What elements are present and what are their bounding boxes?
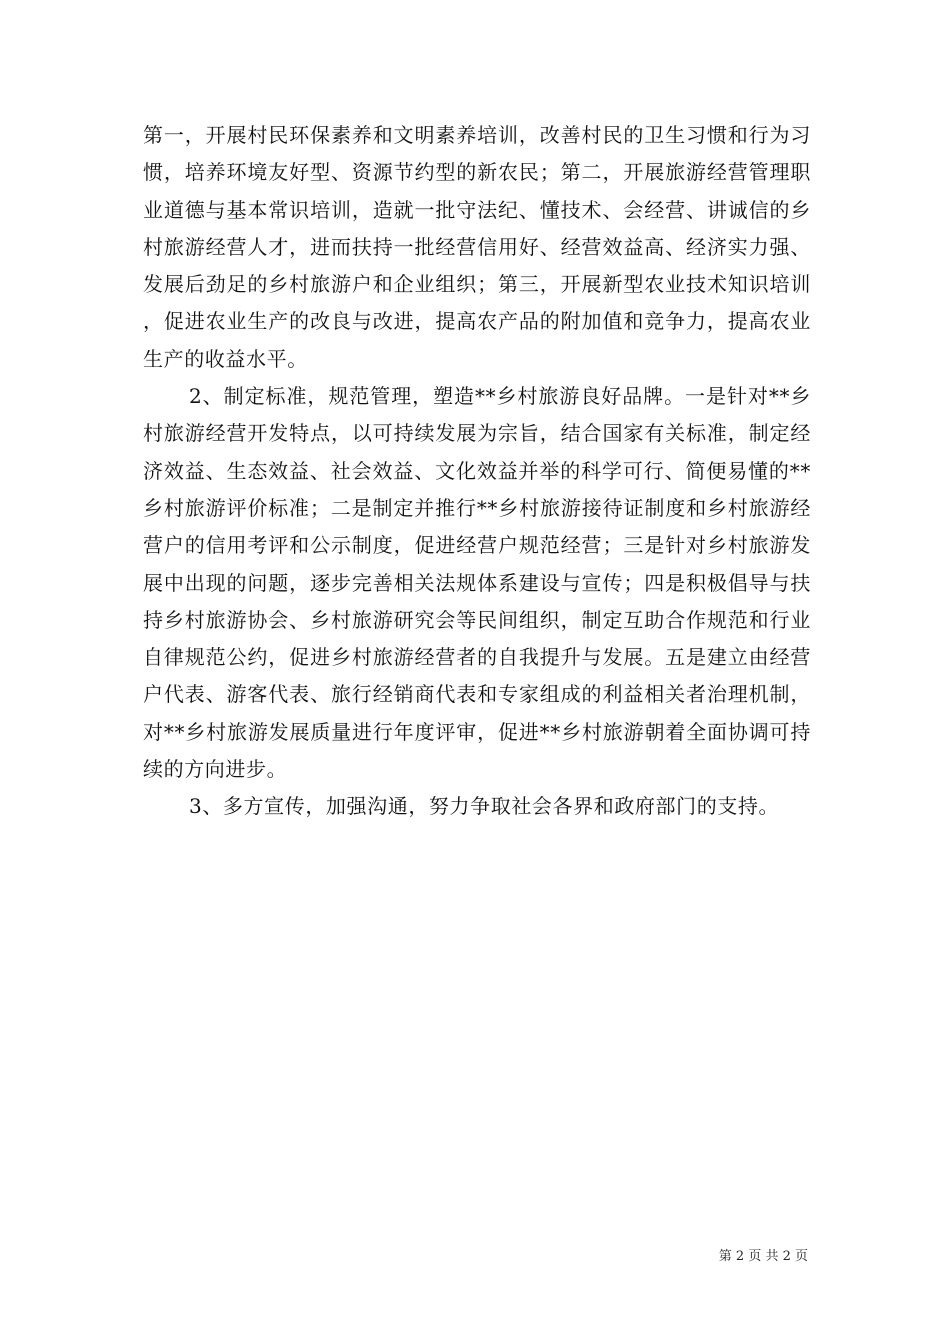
paragraph-training: 第一，开展村民环保素养和文明素养培训，改善村民的卫生习惯和行为习惯，培养环境友好型、资源节约型的新农民；第二，开展旅游经营管理职业道德与基本常识培训，造就一批守法纪、懂技术、会经营、讲诚信的乡村旅游经营人才，进而扶持一批经营信用好、经营效益高、经济实力强、发展后劲足的乡村旅游户和企业组织；第三，开展新型农业技术知识培训，促进农业生产的改良与改进，提高农产品的附加值和竞争力，提高农业生产的收益水平。 [143,123,811,371]
paragraph-standards: 2、制定标准，规范管理，塑造**乡村旅游良好品牌。一是针对**乡村旅游经营开发特点，以可持续发展为宗旨，结合国家有关标准，制定经济效益、生态效益、社会效益、文化效益并举的科学可行、简便易懂的**乡村旅游评价标准；二是制定并推行**乡村旅游接待证制度和乡村旅游经营户的信用考评和公示制度，促进经营户规范经营；三是针对乡村旅游发展中出现的问题，逐步完善相关法规体系建设与宣传；四是积极倡导与扶持乡村旅游协会、乡村旅游研究会等民间组织，制定互助合作规范和行业自律规范公约，促进乡村旅游经营者的自我提升与发展。五是建立由经营户代表、游客代表、旅行经销商代表和专家组成的利益相关者治理机制，对**乡村旅游发展质量进行年度评审，促进**乡村旅游朝着全面协调可持续的方向进步。 [143,384,811,782]
page-number-footer: 第 2 页 共 2 页 [718,1249,808,1264]
document-body [143,117,811,826]
paragraph-publicity: 3、多方宣传，加强沟通，努力争取社会各界和政府部门的支持。 [189,794,780,819]
